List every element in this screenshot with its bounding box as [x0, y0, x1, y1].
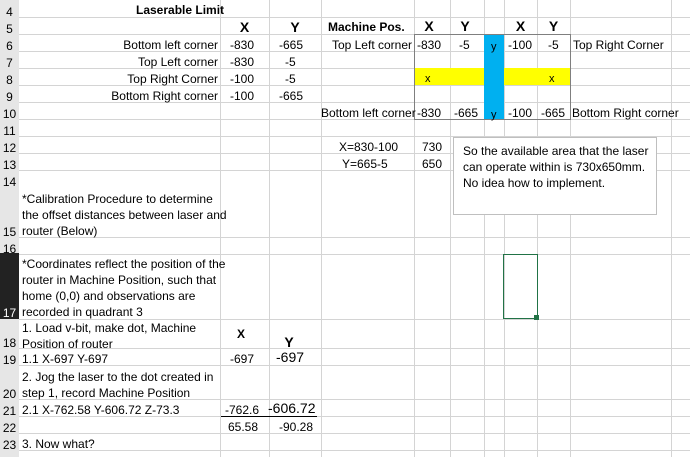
- machine-title: Machine Pos.: [328, 20, 405, 34]
- row-number[interactable]: 22: [2, 421, 17, 435]
- row-number[interactable]: 15: [2, 225, 17, 239]
- machine-top-right-label: Top Right Corner: [573, 38, 664, 52]
- calc-x-formula: X=830-100: [339, 140, 399, 154]
- calib-text: the offset distances between laser and: [22, 208, 227, 222]
- step3-text: 3. Now what?: [22, 437, 95, 451]
- row-number[interactable]: 6: [6, 39, 13, 53]
- diff-x: 65.58: [228, 420, 259, 434]
- calib-text: router (Below): [22, 224, 98, 238]
- machine-x-mark-right: x: [549, 73, 555, 85]
- laserable-x: -830: [230, 38, 255, 52]
- note-line: So the available area that the laser: [463, 144, 649, 158]
- row-number[interactable]: 8: [6, 73, 13, 87]
- row-number[interactable]: 12: [2, 141, 17, 155]
- calc-y-value: 650: [421, 157, 442, 171]
- gridline: [19, 34, 690, 35]
- laserable-y-header: Y: [290, 19, 300, 35]
- row-number[interactable]: 4: [6, 5, 13, 19]
- row-number[interactable]: 9: [6, 90, 13, 104]
- row-number[interactable]: 19: [2, 353, 17, 367]
- machine-top-left-label: Top Left corner: [331, 38, 412, 52]
- machine-y-mark-bottom: y: [491, 109, 497, 121]
- step2-text: 2. Jog the laser to the dot created in: [22, 370, 214, 384]
- gridline: [19, 319, 690, 320]
- row-number[interactable]: 18: [2, 336, 17, 350]
- laserable-label: Top Left corner: [137, 55, 218, 69]
- machine-top-left-y: -5: [459, 38, 470, 52]
- calib-text: *Calibration Procedure to determine: [22, 192, 213, 206]
- row-number[interactable]: 16: [2, 242, 17, 256]
- gridline: [19, 17, 690, 18]
- step11-y: -697: [276, 349, 305, 365]
- machine-x2-header: X: [515, 18, 526, 34]
- calc-x-value: 730: [421, 140, 442, 154]
- step21-y: -606.72: [268, 400, 316, 416]
- step21-text: 2.1 X-762.58 Y-606.72 Z-73.3: [22, 403, 180, 417]
- laserable-y: -665: [279, 89, 304, 103]
- step11-x: -697: [230, 352, 255, 366]
- selected-cell[interactable]: [503, 254, 538, 319]
- row-number[interactable]: 5: [6, 22, 13, 36]
- note-line: can operate within is 730x650mm.: [463, 160, 646, 174]
- machine-bottom-left-x: -830: [417, 106, 442, 120]
- coord-text: home (0,0) and observations are: [22, 289, 196, 303]
- gridline: [19, 433, 690, 434]
- laserable-label: Bottom left corner: [123, 38, 218, 52]
- machine-x-mark-left: x: [425, 73, 431, 85]
- step21-x: -762.6: [225, 403, 260, 417]
- laserable-x: -100: [230, 89, 255, 103]
- laserable-x: -830: [230, 55, 255, 69]
- machine-top-right-x: -100: [508, 38, 533, 52]
- machine-top-left-x: -830: [417, 38, 442, 52]
- machine-bottom-right-x: -100: [508, 106, 533, 120]
- proc-y-header: Y: [284, 334, 294, 350]
- row-number[interactable]: 14: [2, 175, 17, 189]
- gridline: [19, 348, 690, 349]
- machine-top-right-y: -5: [548, 38, 559, 52]
- machine-x-header: X: [424, 18, 434, 34]
- laserable-y: -665: [279, 38, 304, 52]
- laserable-title: Laserable Limit: [136, 3, 225, 17]
- row-number[interactable]: 13: [2, 158, 17, 172]
- gridline: [19, 450, 690, 451]
- coord-text: *Coordinates reflect the position of the: [22, 257, 226, 271]
- row-number[interactable]: 23: [2, 438, 17, 452]
- machine-bottom-left-y: -665: [454, 106, 479, 120]
- laserable-label: Bottom Right corner: [111, 89, 218, 103]
- row-number[interactable]: 7: [6, 56, 13, 70]
- row-number[interactable]: 11: [3, 124, 16, 138]
- row-number[interactable]: 21: [2, 404, 17, 418]
- laserable-y: -5: [285, 72, 296, 86]
- laserable-label: Top Right Corner: [127, 72, 218, 86]
- laserable-x: -100: [230, 72, 255, 86]
- gridline: [19, 237, 690, 238]
- gridline: [19, 254, 690, 255]
- laserable-x-header: X: [239, 19, 250, 35]
- laserable-y: -5: [285, 55, 296, 69]
- diff-y: -90.28: [279, 420, 314, 434]
- machine-y-header: Y: [460, 18, 470, 34]
- step11-text: 1.1 X-697 Y-697: [22, 352, 109, 366]
- coord-text: router in Machine Position, such that: [22, 273, 217, 287]
- calc-y-formula: Y=665-5: [342, 157, 388, 171]
- step2-text: step 1, record Machine Position: [22, 386, 191, 400]
- machine-y2-header: Y: [548, 18, 559, 34]
- gridline: [19, 365, 690, 366]
- note-textbox[interactable]: [453, 137, 657, 215]
- machine-bottom-left-label: Bottom left corner: [321, 106, 416, 120]
- machine-bottom-right-label: Bottom Right corner: [572, 106, 679, 120]
- fill-handle[interactable]: [534, 315, 539, 320]
- row-number[interactable]: 20: [2, 387, 17, 401]
- row-number[interactable]: 17: [2, 306, 17, 320]
- machine-y-mark: y: [491, 41, 497, 53]
- step1-text: Position of router: [22, 337, 113, 351]
- subtraction-underline: [221, 416, 317, 417]
- note-line: No idea how to implement.: [463, 176, 606, 190]
- proc-x-header: X: [236, 327, 245, 341]
- machine-bottom-right-y: -665: [541, 106, 566, 120]
- step1-text: 1. Load v-bit, make dot, Machine: [22, 321, 197, 335]
- coord-text: recorded in quadrant 3: [22, 305, 143, 319]
- row-number[interactable]: 10: [2, 107, 17, 121]
